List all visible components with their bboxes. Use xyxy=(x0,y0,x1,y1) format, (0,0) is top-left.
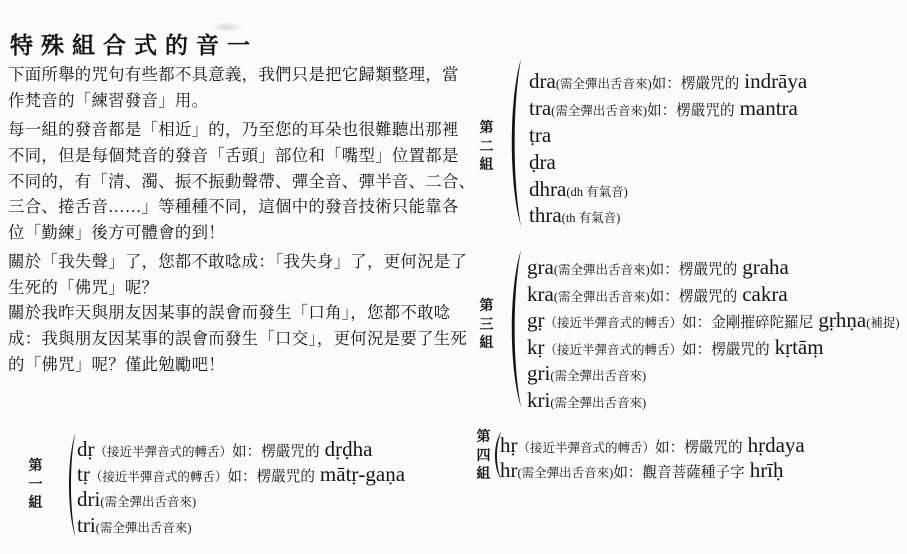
example-word: gṛhṇa xyxy=(818,308,867,332)
paragraph-line: 成：我與朋友因某事的誤會而發生「口交」，更何況是要了生死 xyxy=(8,328,468,348)
example-intro: 如：楞嚴咒的 xyxy=(651,76,740,92)
pronunciation-annotation: (需全彈出舌音來) xyxy=(553,289,650,304)
example-word: hṛdaya xyxy=(747,433,805,457)
paragraph-line: 關於我昨天與朋友因某事的誤會而發生「口角」，您都不敢唸 xyxy=(8,303,451,323)
example-intro: 如：楞嚴咒的 xyxy=(227,469,315,486)
pronunciation-annotation: （接近半彈音式的轉舌） xyxy=(89,470,228,485)
syllable-head: dhra xyxy=(529,176,567,201)
paragraph-line: 作梵音的「練習發音」用。 xyxy=(8,90,209,110)
group-line xyxy=(527,360,900,387)
group-line xyxy=(529,68,807,95)
pronunciation-annotation: (需全彈出舌音來) xyxy=(551,103,647,118)
group-brace-icon xyxy=(503,57,522,228)
syllable-head: tra xyxy=(529,95,552,120)
syllable-head: gri xyxy=(527,361,551,385)
syllable-head: dṛ xyxy=(77,437,95,461)
example-intro: 如：楞嚴咒的 xyxy=(682,341,770,358)
pronunciation-annotation: (需全彈出舌音來) xyxy=(550,395,647,410)
group-line xyxy=(500,433,805,458)
syllable-head: dri xyxy=(77,487,101,512)
group-line xyxy=(77,513,405,538)
group-line xyxy=(529,122,807,149)
group-label: 第四組 xyxy=(476,430,491,482)
group-label: 第一組 xyxy=(28,459,43,511)
pronunciation-annotation: （接近半彈音式的轉舌） xyxy=(544,316,683,330)
paragraph-line: 生死的「佛咒」呢？ xyxy=(8,277,159,297)
example-word: graha xyxy=(742,255,789,279)
paragraph xyxy=(8,249,468,300)
syllable-head: kri xyxy=(527,387,551,412)
paragraph xyxy=(8,300,468,377)
syllable-head: hṛ xyxy=(500,433,518,457)
syllable-head: ḍra xyxy=(529,149,556,174)
pronunciation-annotation: (th 有氣音) xyxy=(561,211,621,226)
example-word: kṛtāṃ xyxy=(774,334,824,359)
example-intro: 如：楞嚴咒的 xyxy=(232,444,320,460)
group-lines xyxy=(529,68,807,229)
example-intro: 如：楞嚴咒的 xyxy=(646,102,735,119)
page-title: 特殊組合式的音一 xyxy=(10,33,258,58)
pronunciation-annotation: (需全彈出舌音來) xyxy=(517,466,614,481)
paragraph xyxy=(8,117,476,245)
example-intro: 如：楞嚴咒的 xyxy=(649,288,738,305)
pronunciation-annotation: (需全彈出舌音來) xyxy=(550,369,647,383)
example-intro: 如：楞嚴咒的 xyxy=(649,262,738,278)
pronunciation-annotation: (dh 有氣音) xyxy=(566,184,628,199)
pronunciation-annotation: (需全彈出舌音來) xyxy=(555,77,652,91)
group-line xyxy=(527,307,900,334)
example-word: mātṛ-gaṇa xyxy=(319,462,406,487)
group-lines xyxy=(77,437,405,538)
group-line xyxy=(527,387,900,414)
syllable-head: kra xyxy=(527,281,554,306)
paragraph-line: 關於「我失聲」了，您都不敢唸成：「我失身」了，更何況是了 xyxy=(8,251,468,271)
paragraph-line: 的「佛咒」呢？僅此勉勵吧！ xyxy=(8,354,225,374)
example-intro: 如：觀音菩薩種子字 xyxy=(613,465,745,482)
pronunciation-annotation: (需全彈出舌音來) xyxy=(100,495,197,510)
example-word: hrīḥ xyxy=(749,458,784,483)
paragraph xyxy=(8,62,460,113)
syllable-head: ṭra xyxy=(529,122,552,147)
annotation-tail: (補捉) xyxy=(866,316,900,330)
group-line xyxy=(529,149,807,176)
group-label: 第三組 xyxy=(479,299,494,351)
group-label: 第二組 xyxy=(479,121,494,173)
group-line xyxy=(77,487,405,512)
syllable-head: dra xyxy=(529,69,556,93)
group-brace-icon xyxy=(503,248,522,409)
syllable-head: tṛ xyxy=(77,462,90,487)
body-text xyxy=(8,62,476,377)
group-brace-icon xyxy=(63,432,76,538)
example-word: mantra xyxy=(739,95,798,120)
group-lines xyxy=(500,433,805,483)
group-line xyxy=(77,462,405,487)
paragraph-line: 每一組的發音都是「相近」的，乃至您的耳朵也很難聽出那裡 xyxy=(8,120,459,140)
example-word: indrāya xyxy=(744,69,808,93)
group-line xyxy=(529,176,807,203)
paragraph-line: 不同，但是每個梵音的發音「舌頭」部位和「嘴型」位置都是 xyxy=(8,146,459,166)
example-word: dṛḍha xyxy=(324,437,373,461)
group-line xyxy=(529,202,807,229)
syllable-head: gṛ xyxy=(527,308,545,332)
pronunciation-annotation: (需全彈出舌音來) xyxy=(553,263,650,277)
group-line xyxy=(529,95,807,122)
paragraph-line: 下面所舉的咒句有些都不具意義，我們只是把它歸類整理，當 xyxy=(8,65,459,84)
example-intro: 如：金剛摧碎陀羅尼 xyxy=(682,315,814,331)
pronunciation-annotation: （接近半彈音式的轉舌） xyxy=(517,441,656,455)
syllable-head: kṛ xyxy=(527,334,545,359)
example-word: cakra xyxy=(742,281,788,306)
syllable-head: tri xyxy=(77,512,96,537)
group-line xyxy=(527,281,900,308)
group-line xyxy=(77,437,405,462)
group-line xyxy=(500,458,805,483)
group-line xyxy=(527,334,900,361)
example-intro: 如：楞嚴咒的 xyxy=(655,440,743,456)
syllable-head: hr xyxy=(500,458,518,483)
paragraph-line: 位「勤練」後方可體會的到！ xyxy=(8,223,225,243)
paragraph-line: 三合、捲舌音……」等種種不同，這個中的發音技術只能靠各 xyxy=(8,197,459,217)
pronunciation-annotation: （接近半彈音式的轉舌） xyxy=(544,342,683,357)
pronunciation-annotation: (需全彈出舌音來) xyxy=(95,520,192,535)
paragraph-line: 不同的，有「清、濁、振不振動聲帶、彈全音、彈半音、二合、 xyxy=(8,171,476,191)
pronunciation-annotation: （接近半彈音式的轉舌） xyxy=(94,445,233,459)
group-line xyxy=(527,254,900,281)
syllable-head: thra xyxy=(529,203,562,228)
group-lines xyxy=(527,254,900,413)
syllable-head: gra xyxy=(527,255,554,279)
